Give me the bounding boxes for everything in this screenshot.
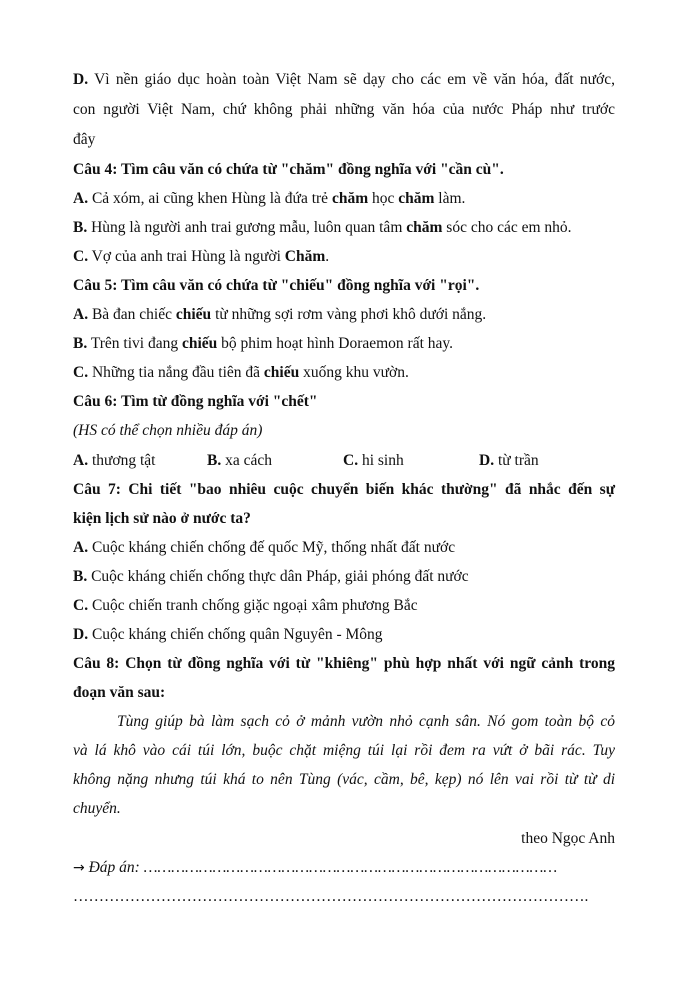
q6-option-c: C. hi sinh [343, 452, 404, 469]
q3-option-d-line1: D. Vì nền giáo dục hoàn toàn Việt Nam sẽ dạy cho các em về văn hóa, đất nước, [73, 71, 615, 88]
q3-option-d-letter: D. [73, 71, 89, 88]
q7-option-d: D. Cuộc kháng chiến chống quân Nguyên - Mông [73, 626, 383, 643]
q8-answer-blank[interactable]: ……………………………………………………………………………… [143, 859, 558, 876]
q6-option-a: A. thương tật [73, 452, 156, 469]
q4-option-a: A. Cả xóm, ai cũng khen Hùng là đứa trẻ chăm học chăm làm. [73, 190, 466, 207]
q8-title-line2: đoạn văn sau: [73, 684, 166, 701]
q7-title-line2: kiện lịch sử nào ở nước ta? [73, 510, 251, 527]
q8-passage-line2: và lá khô vào cái túi lớn, buộc chặt miệng túi lại rồi đem ra vứt ở bãi rác. Tuy [73, 742, 615, 759]
q8-passage-line4: chuyển. [73, 800, 121, 817]
q6-options-row [73, 451, 615, 471]
q5-option-c: C. Những tia nắng đầu tiên đã chiếu xuống khu vườn. [73, 364, 409, 381]
q4-option-c: C. Vợ của anh trai Hùng là người Chăm. [73, 248, 330, 265]
q6-option-d: D. từ trần [479, 452, 539, 469]
q8-passage-line1: Tùng giúp bà làm sạch cỏ ở mảnh vườn nhỏ cạnh sân. Nó gom toàn bộ cỏ [117, 713, 615, 730]
q5-option-b: B. Trên tivi đang chiếu bộ phim hoạt hình Doraemon rất hay. [73, 335, 454, 352]
q6-option-b: B. xa cách [207, 452, 272, 469]
q8-passage-line3: không nặng nhưng túi khá to nên Tùng (vác, cầm, bê, kẹp) nó lên vai rồi từ từ di [73, 771, 615, 788]
q3-option-d-line3: đây [73, 131, 96, 148]
q8-answer-blank-line2[interactable]: ………………………………………………………………………………………. [73, 888, 589, 905]
q3-option-d-line2: con người Việt Nam, chứ không phải những văn hóa của nước Pháp như trước [73, 101, 615, 118]
q8-answer-label: Đáp án: [84, 859, 144, 876]
q7-option-b: B. Cuộc kháng chiến chống thực dân Pháp, giải phóng đất nước [73, 568, 469, 585]
q4-title: Câu 4: Tìm câu văn có chứa từ "chăm" đồng nghĩa với "cần cù". [73, 161, 504, 178]
q6-title: Câu 6: Tìm từ đồng nghĩa với "chết" [73, 393, 318, 410]
q7-option-a: A. Cuộc kháng chiến chống đế quốc Mỹ, thống nhất đất nước [73, 539, 456, 556]
q5-option-a: A. Bà đan chiếc chiếu từ những sợi rơm vàng phơi khô dưới nắng. [73, 306, 487, 323]
q4-option-b: B. Hùng là người anh trai gương mẫu, luôn quan tâm chăm sóc cho các em nhỏ. [73, 219, 572, 236]
q7-title-line1: Câu 7: Chi tiết "bao nhiêu cuộc chuyển biến khác thường" đã nhắc đến sự [73, 481, 615, 498]
arrow-right-icon: → [73, 860, 85, 876]
q8-title-line1: Câu 8: Chọn từ đồng nghĩa với từ "khiêng" phù hợp nhất với ngữ cảnh trong [73, 655, 615, 672]
q7-option-c: C. Cuộc chiến tranh chống giặc ngoại xâm phương Bắc [73, 597, 418, 614]
q8-source: theo Ngọc Anh [521, 830, 615, 847]
q5-title: Câu 5: Tìm câu văn có chứa từ "chiếu" đồng nghĩa với "rọi". [73, 277, 480, 294]
q6-note: (HS có thể chọn nhiều đáp án) [73, 422, 263, 439]
q8-answer-line [73, 858, 615, 878]
